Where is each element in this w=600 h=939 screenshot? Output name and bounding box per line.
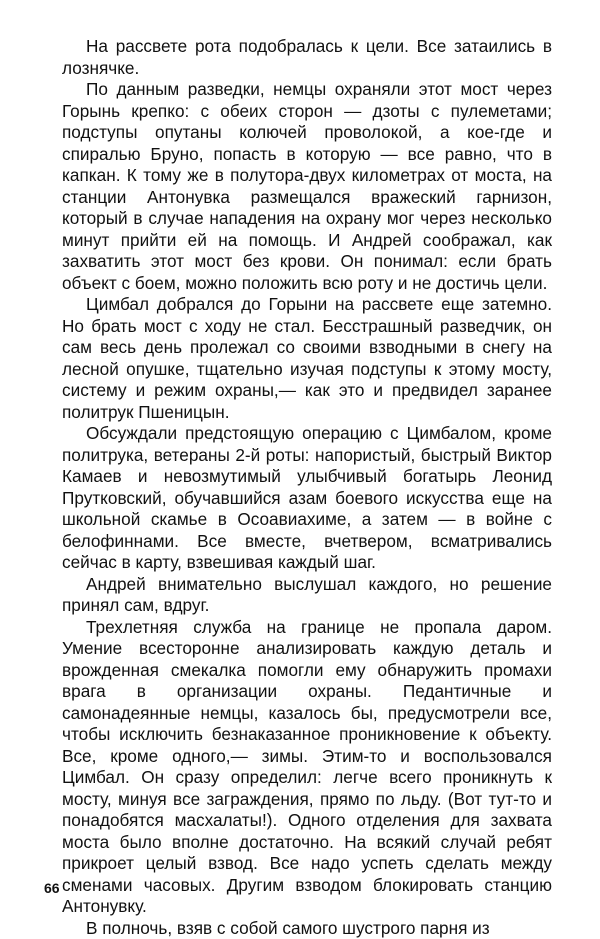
page-body (62, 36, 552, 939)
paragraph-5: Андрей внимательно выслушал каждого, но решение принял сам, вдруг. (62, 574, 552, 617)
paragraph-1: На рассвете рота подобралась к цели. Все затаились в лознячке. (62, 36, 552, 79)
paragraph-6: Трехлетняя служба на границе не пропала даром. Умение всесторонне анализировать каждую деталь и врожденная смекалка помогли ему обнаружить промахи врага в организации охраны. Педантичные и самонадеянные немцы, казалось бы, предусмотрели все, чтобы исключить безнаказанное проникновение к объекту. Все, кроме одного,— зимы. Этим-то и воспользовался Цимбал. Он сразу определил: легче всего проникнуть к мосту, минуя все заграждения, прямо по льду. (Вот тут-то и понадобятся масхалаты!). Одного отделения для захвата моста было вполне достаточно. На всякий случай ребят прикроет целый взвод. Все надо успеть сделать между сменами часовых. Другим взводом блокировать станцию Антонувку. (62, 617, 552, 918)
paragraph-7: В полночь, взяв с собой самого шустрого парня из (62, 918, 552, 939)
paragraph-4: Обсуждали предстоящую операцию с Цимбалом, кроме политрука, ветераны 2-й роты: напористый, быстрый Виктор Камаев и невозмутимый улыбчивый богатырь Леонид Прутковский, обучавшийся азам боевого искусства еще на школьной скамье в Осоавиахиме, а затем — в войне с белофиннами. Все вместе, вчетвером, всматривались сейчас в карту, взвешивая каждый шаг. (62, 423, 552, 574)
page-number: 66 (44, 880, 60, 896)
paragraph-2: По данным разведки, немцы охраняли этот мост через Горынь крепко: с обеих сторон — дзоты с пулеметами; подступы опутаны колючей проволокой, а кое-где и спиралью Бруно, попасть в которую — все равно, что в капкан. К тому же в полутора-двух километрах от моста, на станции Антонувка размещался вражеский гарнизон, который в случае нападения на охрану мог через несколько минут прийти ей на помощь. И Андрей соображал, как захватить этот мост без крови. Он понимал: если брать объект с боем, можно положить всю роту и не достичь цели. (62, 79, 552, 294)
paragraph-3: Цимбал добрался до Горыни на рассвете еще затемно. Но брать мост с ходу не стал. Бесстрашный разведчик, он сам весь день пролежал со своими взводными в снегу на лесной опушке, тщательно изучая подступы к этому мосту, систему и режим охраны,— как это и предвидел заранее политрук Пшеницын. (62, 294, 552, 423)
